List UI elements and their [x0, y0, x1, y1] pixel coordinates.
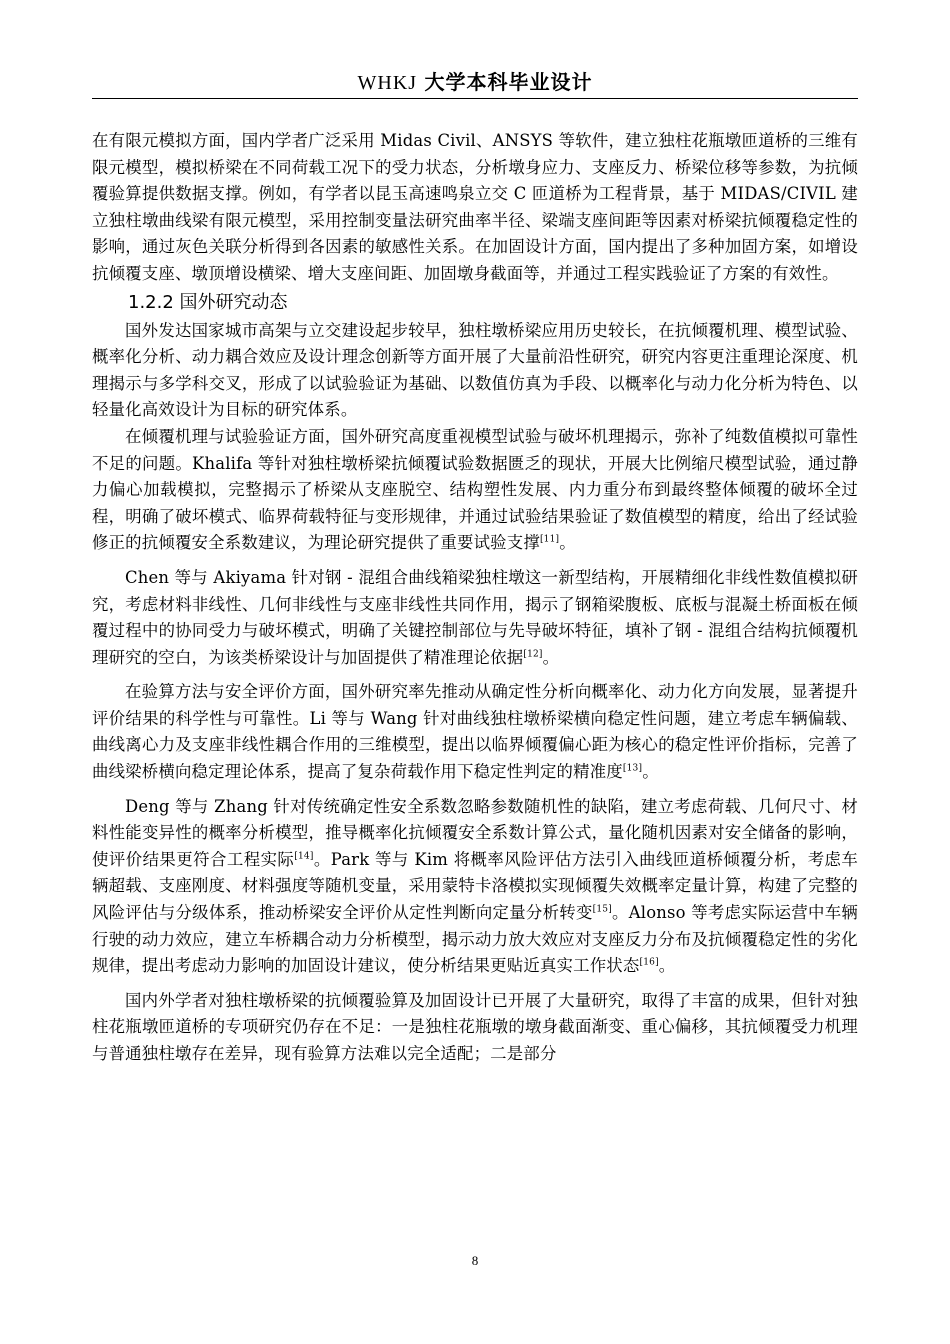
citation: [11] — [539, 534, 560, 545]
paragraph-text: Chen 等与 Akiyama 针对钢 - 混组合曲线箱梁独柱墩这一新型结构，开展精细化非线性数值模拟研究，考虑材料非线性、几何非线性与支座非线性共同作用，揭示了钢箱梁腹板、底板与混凝土桥面板在倾覆过程中的协同受力与破坏模式，明确了关键控制部位与先导破坏特征，填补了钢 - 混组合结构抗倾覆机理研究的空白，为该类桥梁设计与加固提供了精准理论依据 — [92, 567, 858, 667]
paragraph-text: 在倾覆机理与试验验证方面，国外研究高度重视模型试验与破坏机理揭示，弥补了纯数值模拟可靠性不足的问题。Khalifa 等针对独柱墩桥梁抗倾覆试验数据匮乏的现状，开展大比例缩尺模型试验，通过静力偏心加载模拟，完整揭示了桥梁从支座脱空、结构塑性发展、内力重分布到最终整体倾覆的破坏全过程，明确了破坏模式、临界荷载特征与变形规律，并通过试验结果验证了数值模型的精度，给出了经试验修正的抗倾覆安全系数建议，为理论研究提供了重要试验支撑 — [92, 426, 858, 553]
paragraph-fem: 在有限元模拟方面，国内学者广泛采用 Midas Civil、ANSYS 等软件，建立独柱花瓶墩匝道桥的三维有限元模型，模拟桥梁在不同荷载工况下的受力状态，分析墩身应力、支座反力、桥梁位移等参数，为抗倾覆验算提供数据支撑。例如，有学者以昆玉高速鸣泉立交 C 匝道桥为工程背景，基于 MIDAS/CIVIL 建立独柱墩曲线梁有限元模型，采用控制变量法研究曲率半径、梁端支座间距等因素对桥梁抗倾覆稳定性的影响，通过灰色关联分析得到各因素的敏感性关系。在加固设计方面，国内提出了多种加固方案，如增设抗倾覆支座、墩顶增设横梁、增大支座间距、加固墩身截面等，并通过工程实践验证了方案的有效性。 — [92, 131, 858, 283]
paragraph-methods — [92, 679, 858, 785]
paragraph-summary: 国内外学者对独柱墩桥梁的抗倾覆验算及加固设计已开展了大量研究，取得了丰富的成果，但针对独柱花瓶墩匝道桥的专项研究仍存在不足：一是独柱花瓶墩的墩身截面渐变、重心偏移，其抗倾覆受力机理与普通独柱墩存在差异，现有验算方法难以完全适配；二是部分 — [92, 990, 858, 1063]
paragraph-overview: 国外发达国家城市高架与立交建设起步较早，独柱墩桥梁应用历史较长，在抗倾覆机理、模型试验、概率化分析、动力耦合效应及设计理念创新等方面开展了大量前沿性研究，研究内容更注重理论深度、机理揭示与多学科交叉，形成了以试验验证为基础、以数值仿真为手段、以概率化与动力化分析为特色、以轻量化高效设计为目标的研究体系。 — [92, 320, 858, 420]
header-title: 大学本科毕业设计 — [424, 70, 593, 94]
citation: [15] — [592, 904, 612, 915]
paragraph-text: 。 — [542, 647, 560, 667]
paragraph-text: 。Park 等与 Kim 将概率风险评估方法引入曲线匝道桥倾覆分析，考虑车辆超载、支座刚度、材料强度等随机变量，采用蒙特卡洛模拟实现倾覆失效概率定量计算，构建了完整的风险评估与分级体系，推动桥梁安全评价从定性判断向定量分析转变 — [92, 849, 859, 923]
paragraph-text: 。 — [559, 533, 576, 553]
paragraph-probability — [92, 794, 858, 980]
citation: [12] — [523, 649, 543, 660]
paragraph-text: 在验算方法与安全评价方面，国外研究率先推动从确定性分析向概率化、动力化方向发展，显著提升评价结果的科学性与可靠性。Li 等与 Wang 针对曲线独柱墩桥梁横向稳定性问题，建立考虑车辆偏载、曲线离心力及支座非线性耦合作用的三维模型，提出以临界倾覆偏心距为核心的稳定性评价指标，完善了曲线梁桥横向稳定理论体系，提高了复杂荷载作用下稳定性判定的精准度 — [92, 682, 858, 782]
header-divider — [92, 98, 858, 99]
paragraph-text: 。 — [642, 762, 659, 782]
citation: [13] — [622, 763, 643, 774]
document-body — [92, 128, 858, 1068]
paragraph-text: Deng 等与 Zhang 针对传统确定性安全系数忽略参数随机性的缺陷，建立考虑荷载、几何尺寸、材料性能变异性的概率分析模型，推导概率化抗倾覆安全系数计算公式，量化随机因素对安全储备的影响，使评价结果更符合工程实际 — [92, 796, 858, 869]
header-latin: WHKJ — [357, 72, 418, 94]
citation: [14] — [294, 851, 314, 862]
paragraph-text: 。Alonso 等考虑实际运营中车辆行驶的动力效应，建立车桥耦合动力分析模型，揭示动力放大效应对支座反力分布及抗倾覆稳定性的劣化规律，提出考虑动力影响的加固设计建议，使分析结果更贴近真实工作状态 — [92, 903, 859, 976]
page-header — [92, 66, 858, 95]
section-heading: 1.2.2 国外研究动态 — [128, 291, 288, 313]
paragraph-text: 。 — [658, 956, 676, 976]
paragraph-steel-concrete — [92, 565, 858, 671]
page-number: 8 — [471, 1253, 479, 1268]
citation: [16] — [639, 957, 659, 968]
paragraph-mechanism — [92, 424, 858, 557]
